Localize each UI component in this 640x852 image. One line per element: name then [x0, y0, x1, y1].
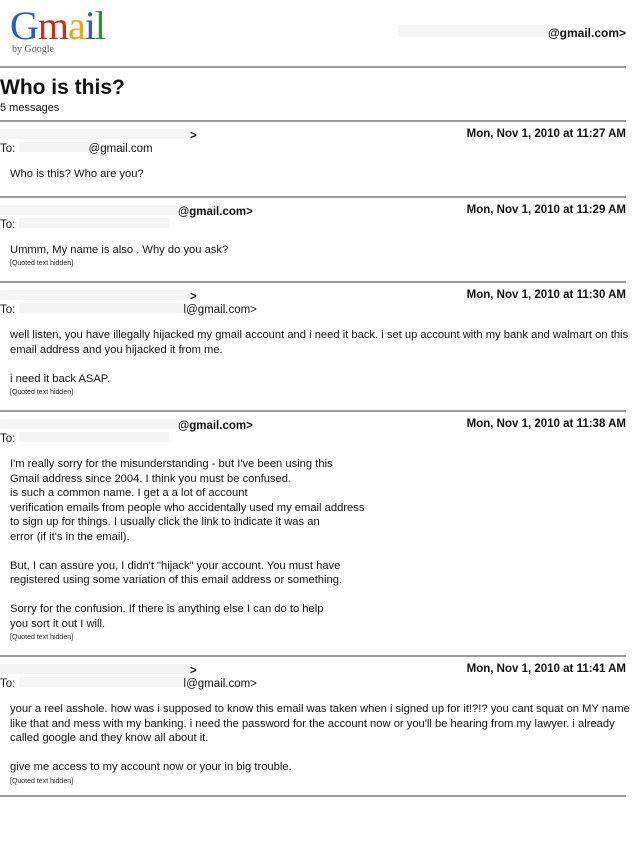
message-body: Who is this? Who are you? — [10, 168, 144, 180]
message-item[interactable] — [0, 122, 640, 182]
account-email[interactable] — [398, 25, 626, 40]
message-recipient: To: l@gmail.com> — [0, 304, 257, 316]
logo-letter-i: i — [84, 3, 95, 48]
message-sender[interactable]: > — [0, 129, 197, 142]
message-sender[interactable]: @gmail.com> — [0, 205, 253, 218]
message-body: I'm really sorry for the misunderstanding - but I've been using this Gmail address since 2004. I think you must be confused. is such a common name. I get a a lot of account verification emails from people who accidentally used my email address to sign up for things. I usually click the link to indicate it was an error (if it's in the email). But, I can assure you, I didn't "hijack" your account. You must have registered using some variation of this email address or something. Sorry for the confusion. If there is anything else I can do to help you sort it out I will. — [10, 458, 365, 630]
message-recipient: To: @gmail.com — [0, 143, 153, 155]
message-item[interactable] — [0, 657, 640, 785]
footer-divider — [0, 795, 626, 797]
logo-letter-l: l — [94, 3, 106, 48]
logo-byline: by Google — [12, 44, 54, 55]
redacted-name — [398, 25, 548, 37]
gmail-logo[interactable] — [10, 3, 120, 56]
message-recipient: To: l@gmail.com> — [0, 678, 257, 690]
message-count: 5 messages — [0, 102, 60, 114]
gmail-header — [0, 0, 640, 66]
logo-letter-a: a — [68, 3, 85, 48]
account-email-text: @gmail.com> — [547, 26, 626, 40]
quoted-text-toggle[interactable]: [Quoted text hidden] — [10, 260, 74, 267]
logo-letter-m: m — [37, 3, 69, 48]
logo-letter-g: G — [10, 3, 38, 48]
message-item[interactable] — [0, 412, 640, 641]
message-date: Mon, Nov 1, 2010 at 11:29 AM — [466, 203, 626, 216]
message-date: Mon, Nov 1, 2010 at 11:30 AM — [466, 289, 626, 301]
message-date: Mon, Nov 1, 2010 at 11:27 AM — [466, 128, 626, 140]
message-recipient: To: — [0, 218, 640, 231]
message-item[interactable] — [0, 283, 640, 396]
thread-title: Who is this? — [0, 76, 125, 99]
message-body: Ummm, My name is also . Why do you ask? — [10, 243, 229, 256]
message-body: your a reel asshole. how was i supposed to know this email was taken when i signed up for it!?!? you cant squat on MY name like that and mess with my banking. i need the password for the account now or you'll be hearing from my lawyer. i already called google and they know all about it. give me access to my account now or your in big trouble. — [10, 703, 630, 773]
quoted-text-toggle[interactable]: [Quoted text hidden] — [10, 634, 74, 641]
message-recipient: To: — [0, 432, 640, 445]
message-date: Mon, Nov 1, 2010 at 11:38 AM — [466, 418, 626, 430]
message-item[interactable] — [0, 198, 640, 268]
quoted-text-toggle[interactable]: [Quoted text hidden] — [10, 777, 74, 785]
header-divider — [0, 66, 626, 68]
quoted-text-toggle[interactable]: [Quoted text hidden] — [10, 389, 74, 396]
message-date: Mon, Nov 1, 2010 at 11:41 AM — [466, 663, 626, 675]
message-sender[interactable]: > — [0, 664, 197, 677]
message-sender[interactable]: > — [0, 290, 197, 303]
message-sender[interactable]: @gmail.com> — [0, 419, 253, 432]
message-body: well listen, you have illegally hijacked my gmail account and i need it back. i set up account with my bank and walmart on this email address and you hijacked it from me. i need it back ASAP. — [10, 329, 629, 385]
